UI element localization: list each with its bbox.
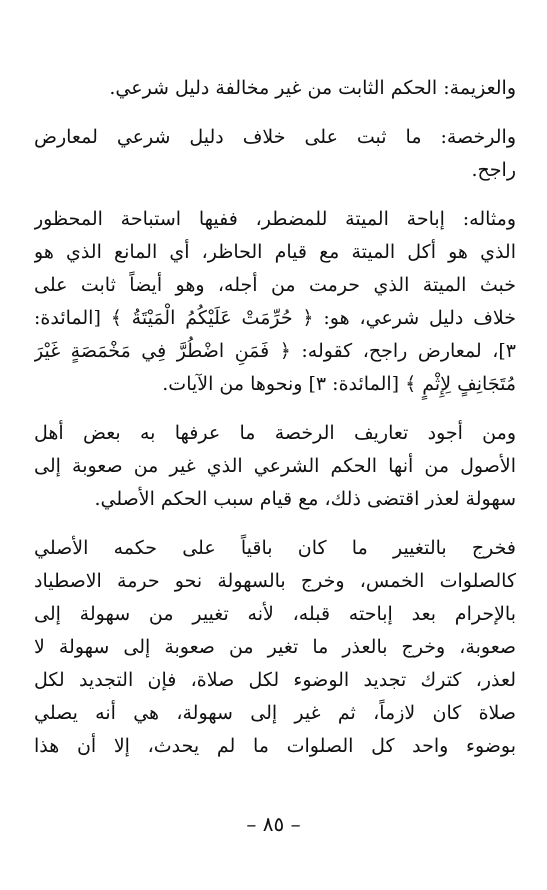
text-line: فخرج بالتغيير ما كان باقياً على حكمه الأصلي (34, 537, 516, 559)
text-line: ومن أجود تعاريف الرخصة ما عرفها به بعض أهل (34, 422, 516, 444)
paragraph-exclusions (34, 532, 516, 763)
paragraph-azima-definition (34, 72, 516, 105)
paragraph-example (34, 203, 516, 401)
page-body (34, 72, 516, 779)
text-line: صلاة كان لازماً، ثم غير إلى سهولة، هي أنه يصلي (34, 702, 516, 724)
text-line: سهولة لعذر اقتضى ذلك، مع قيام سبب الحكم الأصلي. (94, 488, 516, 510)
paragraph-rukhsa-definition (34, 121, 516, 187)
text-line: صعوبة، وخرج بالعذر ما تغير من صعوبة إلى سهولة لا (34, 636, 516, 658)
text-line: بوضوء واحد كل الصلوات ما لم يحدث، إلا أن هذا (34, 735, 516, 757)
text-line: لعذر، كترك تجديد الوضوء لكل صلاة، فإن التجديد لكل (34, 669, 516, 691)
text-line: الأصول من أنها الحكم الشرعي الذي غير من صعوبة إلى (34, 455, 516, 477)
text-line: خلاف دليل شرعي، هو: ﴿ حُرِّمَتْ عَلَيْكُمُ الْمَيْتَةُ ﴾ [المائدة: (34, 307, 516, 329)
text-line: راجح. (471, 159, 516, 181)
text-line: والرخصة: ما ثبت على خلاف دليل شرعي لمعارض (34, 126, 516, 148)
text-line: خبث الميتة الذي حرمت من أجله، وهو أيضاً ثابت على (34, 274, 516, 296)
text-line: بالإحرام بعد إباحته قبله، لأنه تغيير من سهولة إلى (34, 603, 516, 625)
text-line: ومثاله: إباحة الميتة للمضطر، ففيها استباحة المحظور (34, 208, 516, 230)
text-line: كالصلوات الخمس، وخرج بالسهولة نحو حرمة الاصطياد (34, 570, 516, 592)
text-line: الذي هو أكل الميتة مع قيام الحاظر، أي المانع الذي هو (34, 241, 516, 263)
paragraph-best-definition (34, 417, 516, 516)
text-line: والعزيمة: الحكم الثابت من غير مخالفة دليل شرعي. (109, 77, 516, 99)
page-number: – ٨٥ – (246, 812, 301, 836)
text-line: مُتَجَانِفٍ لِإِثْمٍ ﴾ [المائدة: ٣] ونحوها من الآيات. (162, 373, 516, 395)
text-line: ٣]، لمعارض راجح، كقوله: ﴿ فَمَنِ اضْطُرَّ فِي مَخْمَصَةٍ غَيْرَ (34, 340, 516, 362)
